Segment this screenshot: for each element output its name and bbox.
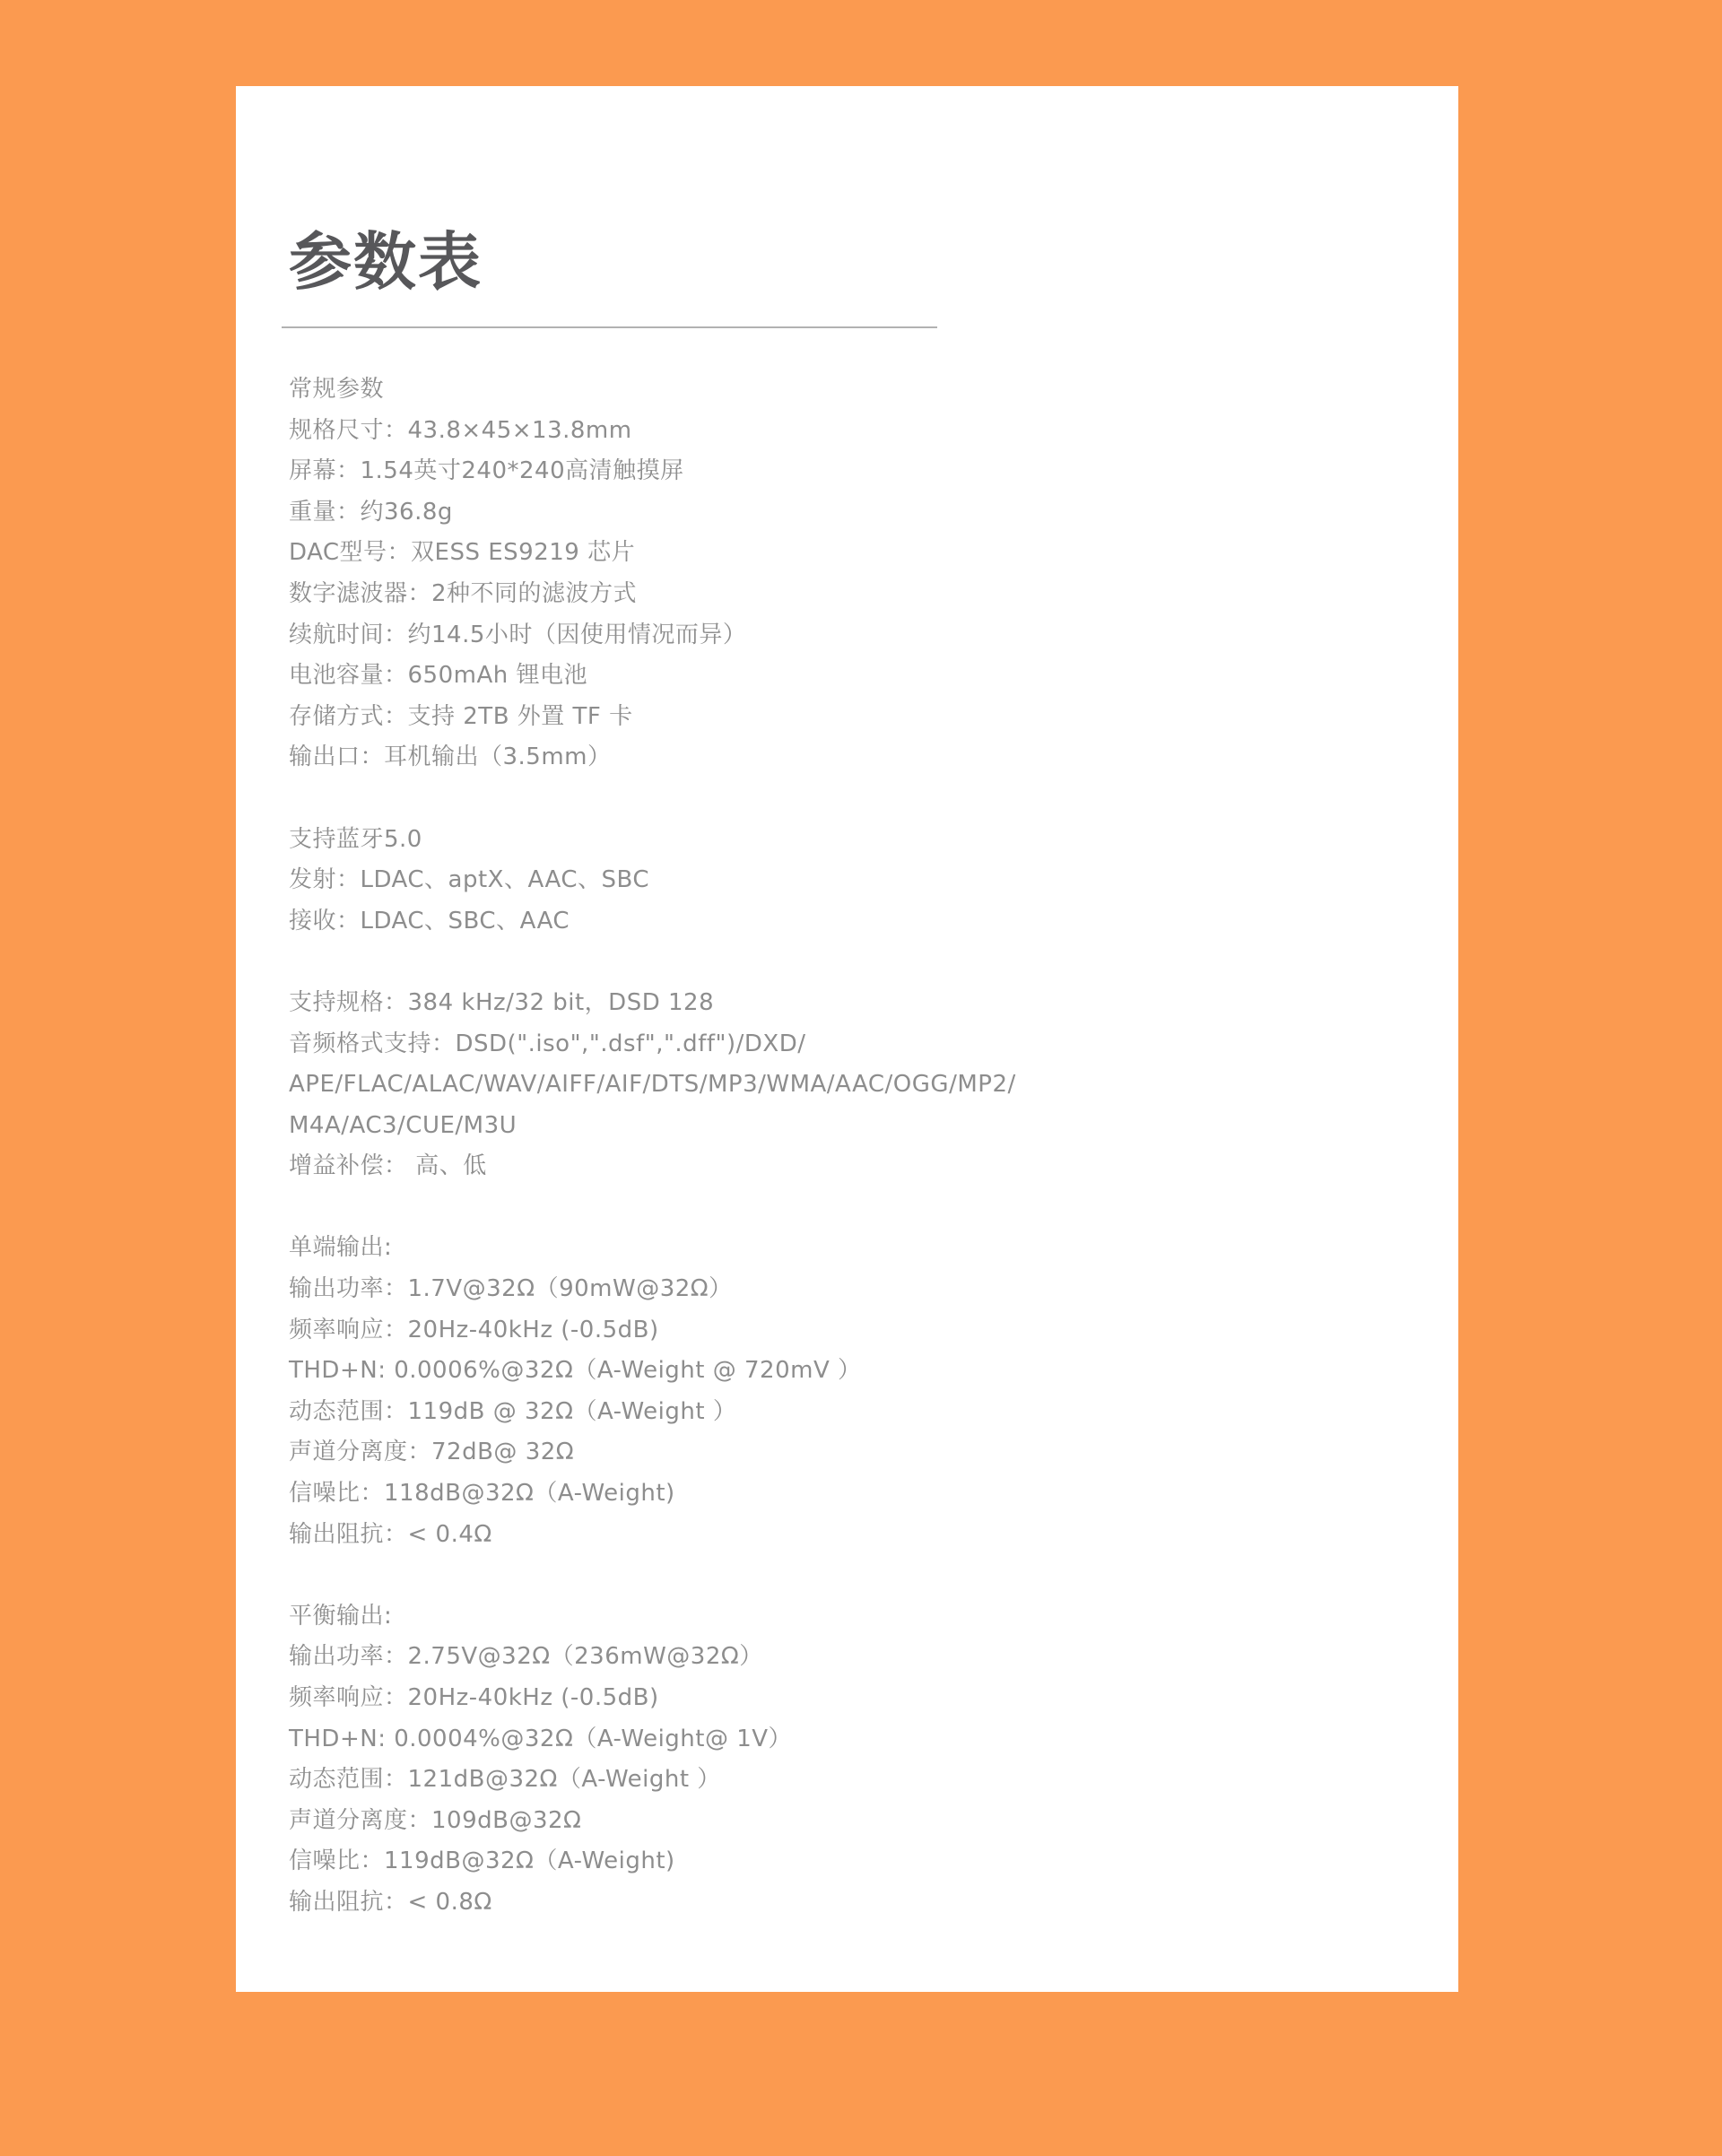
spec-section-general	[289, 369, 1437, 778]
spec-line: 重量：约36.8g	[289, 498, 453, 526]
spec-section-balanced-output	[289, 1596, 1437, 1924]
spec-line: 规格尺寸：43.8×45×13.8mm	[289, 416, 632, 444]
spec-line: 电池容量：650mAh 锂电池	[289, 662, 587, 690]
spec-line: 输出阻抗：< 0.4Ω	[289, 1520, 492, 1548]
spec-line: 常规参数	[289, 376, 385, 403]
spec-line: 平衡输出:	[289, 1602, 393, 1630]
spec-section-bluetooth	[289, 820, 1437, 943]
spec-line: DAC型号：双ESS ES9219 芯片	[289, 539, 636, 567]
spec-line: 发射：LDAC、aptX、AAC、SBC	[289, 866, 650, 894]
spec-line: 输出阻抗：< 0.8Ω	[289, 1888, 492, 1916]
spec-content	[289, 369, 1437, 1924]
spec-line: 信噪比：118dB@32Ω（A-Weight)	[289, 1480, 675, 1508]
spec-line: 信噪比：119dB@32Ω（A-Weight)	[289, 1847, 675, 1875]
spec-line: 输出功率：2.75V@32Ω（236mW@32Ω）	[289, 1643, 763, 1671]
spec-line: 音频格式支持：DSD(".iso",".dsf",".dff")/DXD/	[289, 1030, 806, 1057]
spec-line: 声道分离度：72dB@ 32Ω	[289, 1439, 575, 1466]
spec-section-formats	[289, 983, 1437, 1187]
spec-line: 输出口：耳机输出（3.5mm）	[289, 743, 612, 771]
spec-line: 增益补偿： 高、低	[289, 1152, 487, 1180]
spec-line: 频率响应：20Hz-40kHz (-0.5dB)	[289, 1316, 659, 1343]
spec-line: 声道分离度：109dB@32Ω	[289, 1806, 582, 1834]
spec-line: M4A/AC3/CUE/M3U	[289, 1111, 517, 1139]
spec-line: THD+N: 0.0006%@32Ω（A-Weight @ 720mV ）	[289, 1357, 862, 1385]
title-divider	[282, 326, 937, 328]
spec-line: 输出功率：1.7V@32Ω（90mW@32Ω）	[289, 1275, 733, 1303]
spec-line: 支持蓝牙5.0	[289, 825, 422, 853]
page-title: 参数表	[289, 224, 483, 299]
spec-card	[236, 86, 1458, 1992]
spec-section-single-ended-output	[289, 1228, 1437, 1555]
spec-line: 频率响应：20Hz-40kHz (-0.5dB)	[289, 1684, 659, 1711]
spec-line: 动态范围：121dB@32Ω（A-Weight ）	[289, 1766, 721, 1794]
spec-line: THD+N: 0.0004%@32Ω（A-Weight@ 1V）	[289, 1725, 793, 1752]
spec-line: 存储方式：支持 2TB 外置 TF 卡	[289, 702, 633, 730]
spec-line: 续航时间：约14.5小时（因使用情况而异）	[289, 621, 747, 648]
spec-line: APE/FLAC/ALAC/WAV/AIFF/AIF/DTS/MP3/WMA/AAC/OGG/MP2/	[289, 1071, 1016, 1099]
spec-line: 单端输出:	[289, 1234, 393, 1262]
spec-line: 屏幕：1.54英寸240*240高清触摸屏	[289, 457, 684, 485]
spec-line: 接收：LDAC、SBC、AAC	[289, 907, 570, 935]
spec-line: 动态范围：119dB @ 32Ω（A-Weight ）	[289, 1397, 737, 1425]
spec-line: 支持规格：384 kHz/32 bit，DSD 128	[289, 988, 715, 1016]
spec-line: 数字滤波器：2种不同的滤波方式	[289, 579, 638, 607]
